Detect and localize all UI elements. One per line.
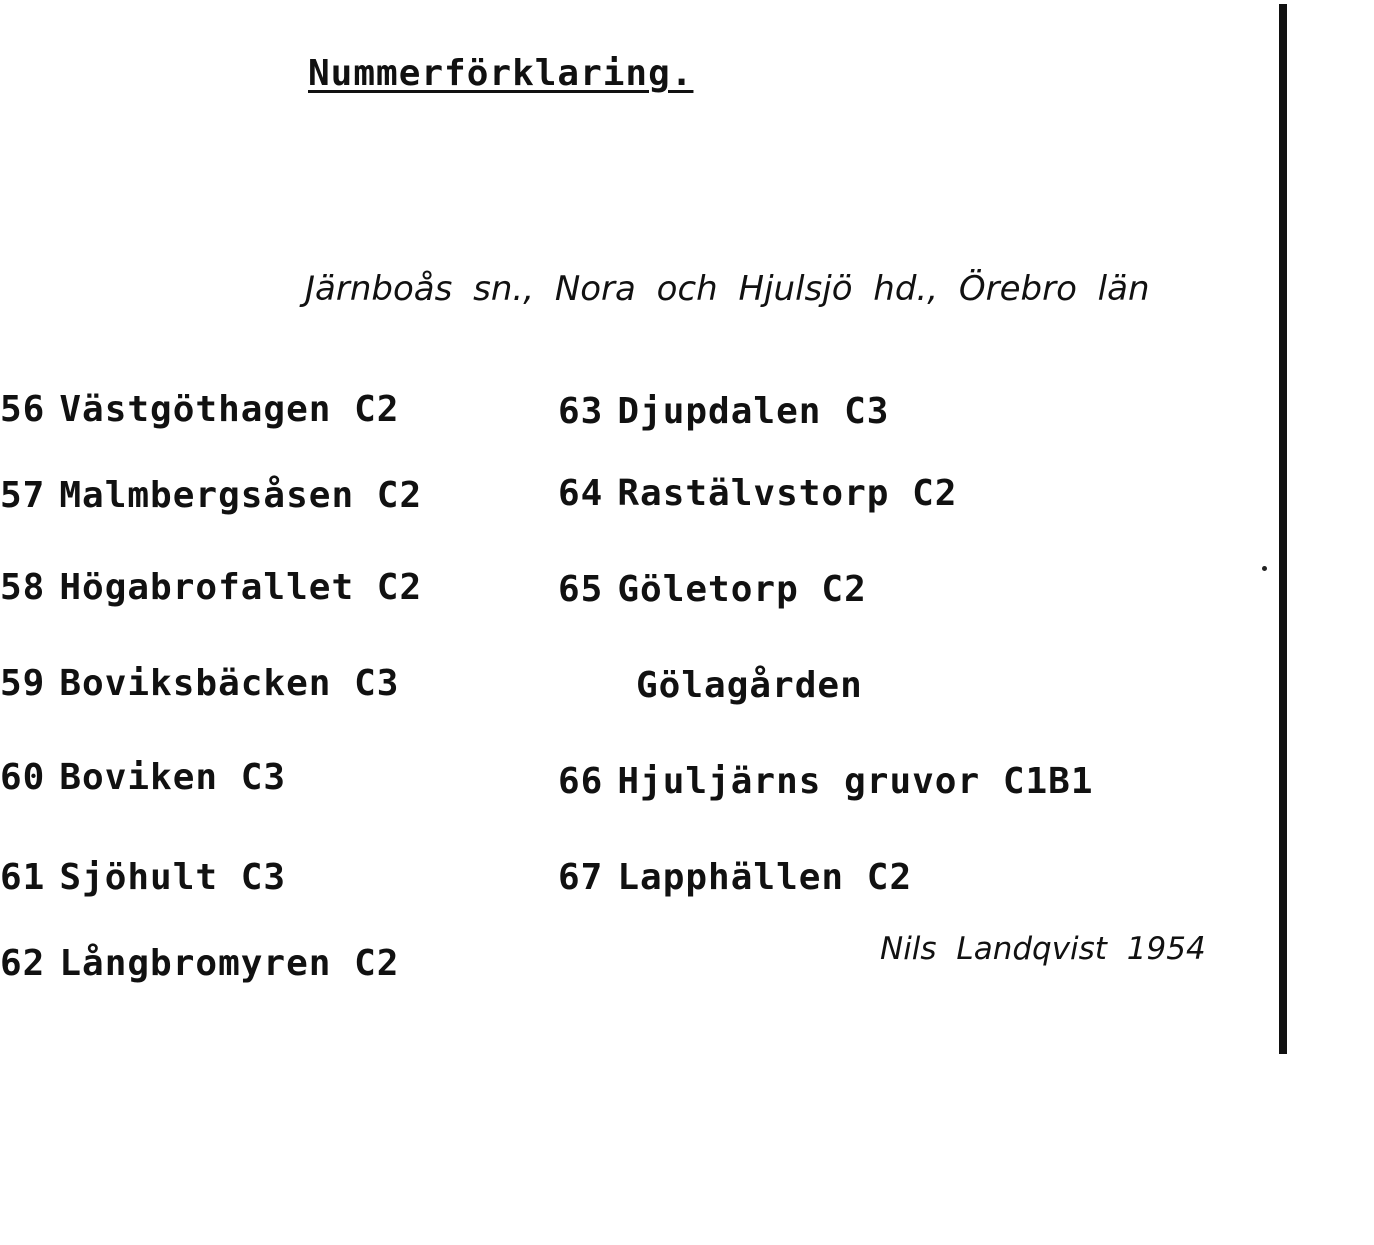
- signature: Nils Landqvist 1954: [880, 931, 1206, 967]
- entry-name: Boviksbäcken C3: [59, 663, 400, 704]
- list-item: [0, 757, 287, 798]
- entry-number: 58: [0, 567, 46, 608]
- entry-number: 63: [558, 391, 604, 432]
- title-text: Nummerförklaring.: [308, 53, 694, 94]
- list-item: [558, 761, 1094, 802]
- entry-name: Rastälvstorp C2: [617, 473, 958, 514]
- list-item: [636, 665, 863, 706]
- entry-number: 66: [558, 761, 604, 802]
- ink-speck: [1262, 566, 1267, 571]
- entry-name: Göletorp C2: [617, 569, 867, 610]
- entry-number: 65: [558, 569, 604, 610]
- entry-number: 56: [0, 389, 46, 430]
- entry-number: 57: [0, 475, 46, 516]
- entry-number: 64: [558, 473, 604, 514]
- list-item: [558, 391, 890, 432]
- entry-name: Sjöhult C3: [59, 857, 287, 898]
- entry-number: 59: [0, 663, 46, 704]
- page-title: [308, 53, 694, 94]
- list-item: [0, 857, 287, 898]
- list-item: [0, 663, 400, 704]
- parish-subtitle: Järnboås sn., Nora och Hjulsjö hd., Örebro län: [305, 269, 1150, 309]
- list-item: [0, 567, 423, 608]
- list-item: [0, 943, 400, 984]
- entry-name: Långbromyren C2: [59, 943, 400, 984]
- list-item: [558, 569, 867, 610]
- entry-name: Boviken C3: [59, 757, 287, 798]
- entry-name: Djupdalen C3: [617, 391, 890, 432]
- entry-number: 60: [0, 757, 46, 798]
- entry-name: Gölagården: [636, 665, 863, 706]
- entry-number: 62: [0, 943, 46, 984]
- list-item: [0, 389, 400, 430]
- entry-name: Lapphällen C2: [617, 857, 913, 898]
- entry-number: 61: [0, 857, 46, 898]
- entry-name: Hjuljärns gruvor C1B1: [617, 761, 1094, 802]
- list-item: [558, 473, 958, 514]
- list-item: [0, 475, 423, 516]
- entry-name: Västgöthagen C2: [59, 389, 400, 430]
- entry-name: Högabrofallet C2: [59, 567, 423, 608]
- entry-name: Malmbergsåsen C2: [59, 475, 423, 516]
- page-edge-line: [1279, 4, 1287, 1054]
- list-item: [558, 857, 913, 898]
- entry-number: 67: [558, 857, 604, 898]
